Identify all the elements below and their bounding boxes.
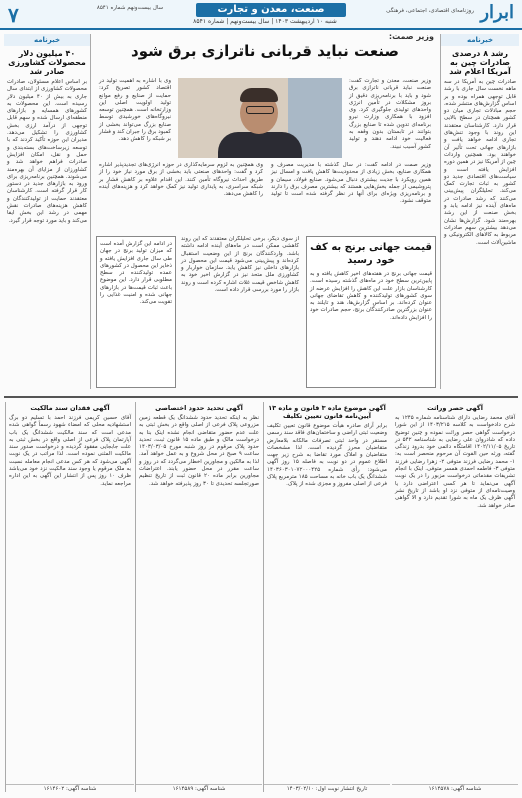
notice-body: نظر به اینکه تحدید حدود ششدانگ یک قطعه زمین مزروعی پلاک فرعی از اصلی واقع در بخش ثبتی به علت عدم حضور متقاضی انجام نشده اینک بنا به درخواست مالک و طبق ماده ۱۵ قانون ثبت، تحدید حدود پلاک مرقوم در روز شنبه مورخ ۱۴۰۳/۰۳/۰۵ ساعت ۹ صبح در محل شروع و به عمل خواهد آمد. لذا به مالکین و مجاورین اخطار می‌گردد که در روز و ساعت مقرر در محل حضور یابند. اعتراضات مجاورین برابر ماده ۲۰ قانون ثبت از تاریخ تنظیم صورتجلسه تحدیدی تا ۳۰ روز پذیرفته خواهد شد. <box>139 415 260 487</box>
section-title: صنعت، معدن و تجارت <box>196 3 346 17</box>
notice-column <box>135 402 262 792</box>
story-column-bottom-left <box>96 162 266 234</box>
rice-title: قیمت جهانی برنج به کف خود رسید <box>310 242 432 266</box>
notice-body: آقای محمد رضایی دارای شناسنامه شماره ۱۲۴۵ به شرح دادخواست به کلاسه ۱۴۰۳/۲۱۵ از این شورا درخواست گواهی حصر وراثت نموده و چنین توضیح داده که شادروان علی رضایی به شناسنامه ۵۴۲ در تاریخ ۱۴۰۲/۱۱/۰۵ اقامتگاه دائمی خود بدرود زندگی گفته، ورثه حین الفوت آن مرحوم منحصر است به: ۱- محمد رضایی فرزند متوفی ۲- زهرا رضایی فرزند متوفی ۳- فاطمه احمدی همسر متوفی. اینک با انجام تشریفات مقدماتی درخواست مزبور را در یک نوبت آگهی می‌نماید تا هر کسی اعتراضی دارد یا وصیت‌نامه‌ای از متوفی نزد او باشد از تاریخ نشر آگهی ظرف یک ماه به شورا تقدیم دارد و الا گواهی صادر خواهد شد. <box>395 415 516 509</box>
news-body: بر اساس اعلام مسئولان، صادرات محصولات کشاورزی از ابتدای سال جاری به بیش از ۴۰ میلیون دلار رسیده است. این محصولات به کشورهای همسایه و بازارهای منطقه‌ای ارسال شده و سهم قابل توجهی از درآمد ارزی بخش کشاورزی را تشکیل می‌دهد. مدیران این حوزه تأکید کردند که با توسعه زیرساخت‌های بسته‌بندی و حمل و نقل، امکان افزایش صادرات فراهم خواهد شد و کشاورزان از مزایای آن بهره‌مند می‌شوند. همچنین برنامه‌ریزی برای ورود به بازارهای جدید در دستور کار قرار گرفته است. کارشناسان معتقدند حمایت از تولیدکنندگان و کاهش هزینه‌های صادرات نقش مهمی در رشد این بخش ایفا می‌کند و باید مورد توجه قرار گیرد. <box>7 79 87 224</box>
story-column-bottom-right <box>268 162 434 234</box>
left-news-column <box>4 34 91 389</box>
notice-footer: شناسه آگهی: ۱۶۱۴۵۸۹ <box>136 784 262 792</box>
issue-line: سال بیست‌ونهم شماره ۸۵۴۱ <box>96 5 164 11</box>
notice-body: برابر آرای صادره هیأت موضوع قانون تعیین تکلیف وضعیت ثبتی اراضی و ساختمان‌های فاقد سند رسمی مستقر در واحد ثبتی تصرفات مالکانه بلامعارض متقاضیان محرز گردیده است. لذا مشخصات متقاضیان و املاک مورد تقاضا به شرح زیر جهت اطلاع عموم در دو نوبت به فاصله ۱۵ روز آگهی می‌شود: رأی شماره ۱۴۰۳۶۰۳۰۱۰۷۲۰۰۰۴۲۵ ششدانگ یک باب خانه به مساحت ۱۸۵ مترمربع پلاک فرعی از اصلی مفروز و مجزی شده از پلاک. <box>267 423 388 488</box>
news-title: رشد ۸ درصدی صادرات چین به آمریکا اعلام شد <box>449 49 511 76</box>
notice-heading: آگهی تحدید حدود اختصاصی <box>155 404 243 412</box>
rice-price-box <box>306 236 436 388</box>
column-label: خبرنامه <box>441 34 519 46</box>
news-body: صادرات چین به آمریکا در سه ماهه نخست سال جاری با رشد قابل توجهی همراه بوده و بر اساس گزارش‌های منتشر شده، حجم مبادلات تجاری میان دو کشور همچنان در سطح بالایی قرار دارد. کارشناسان معتقدند این روند با وجود تنش‌های تجاری ادامه خواهد یافت و بازارهای جهانی تحت تأثیر آن خواهند بود. همچنین واردات چین از آمریکا نیز در همین دوره افزایش یافته است و سیاست‌های اقتصادی جدید دو کشور به ثبات تجارت کمک می‌کند. تحلیلگران پیش‌بینی می‌کنند که رشد صادرات در ماه‌های آینده نیز ادامه یابد و بخش صنعت از این رشد بهره‌مند شود. گزارش‌ها نشان می‌دهد بیشترین سهم صادرات مربوط به کالاهای الکترونیکی و ماشین‌آلات است. <box>444 79 516 246</box>
rice-body-cont: از سوی دیگر، برخی تحلیلگران معتقدند که این روند کاهشی ممکن است در ماه‌های آینده ادامه داشته باشد. واردکنندگان برنج از این وضعیت استقبال کرده‌اند و پیش‌بینی می‌شود قیمت این محصول در بازارهای داخلی نیز کاهش یابد. سازمان خواربار و کشاورزی ملل متحد نیز در گزارش اخیر خود به کاهش شاخص قیمت غلات اشاره کرده است و روند بازار را مورد بررسی قرار داده است. <box>181 236 299 294</box>
newspaper-logo: ابرار <box>480 2 514 23</box>
minister-photo <box>178 78 342 158</box>
rice-continuation <box>178 236 302 386</box>
notice-column <box>392 402 518 792</box>
masthead <box>0 0 522 30</box>
notice-column <box>5 402 134 792</box>
notice-heading: آگهی حصر وراثت <box>427 404 483 412</box>
news-title: ۴۰ میلیون دلار محصولات کشاورزی صادر شد <box>8 49 86 76</box>
story-text: وی با اشاره به اهمیت تولید در اقتصاد کشور تصریح کرد: حمایت از صنایع و رفع موانع تولید اولویت اصلی این وزارتخانه است. همچنین توسعه نیروگاه‌های خورشیدی توسط صنایع بزرگ می‌تواند بخشی از کمبود برق را جبران کند و فشار بر شبکه را کاهش دهد. <box>99 78 171 143</box>
side-box <box>96 236 176 388</box>
story-text: وزیر صمت در ادامه گفت: در سال گذشته با مدیریت مصرف و همکاری صنایع، بخش زیادی از محدودیت‌ها کاهش یافت و امسال نیز همین رویکرد با جدیت بیشتری دنبال می‌شود. صنایع فولاد، سیمان و پتروشیمی از جمله بخش‌هایی هستند که بیشترین مصرف برق را دارند و برنامه‌ریزی ویژه‌ای برای آنها در نظر گرفته شده است تا تولید متوقف نشود. <box>271 162 431 205</box>
side-box-text: در ادامه این گزارش آمده است که میزان تولید برنج در جهان طی سال جاری افزایش یافته و ذخایر این محصول در کشورهای عمده تولیدکننده در سطح مطلوبی قرار دارد. این موضوع باعث ثبات قیمت‌ها در بازارهای جهانی شده و امنیت غذایی را تقویت می‌کند. <box>100 241 172 306</box>
notice-footer: شناسه آگهی: ۱۶۱۴۵۷۸ <box>392 784 518 792</box>
notice-heading: آگهی موضوع ماده ۳ قانون و ماده ۱۳ آیین‌نامه قانون تعیین تکلیف <box>268 404 386 420</box>
notice-column <box>263 402 390 792</box>
legal-notices <box>4 396 518 796</box>
rice-body: قیمت جهانی برنج در هفته‌های اخیر کاهش یافته و به پایین‌ترین سطح خود در ماه‌های گذشته رسیده است. کارشناسان بازار علت این کاهش را افزایش عرضه از سوی کشورهای تولیدکننده و کاهش تقاضای جهانی عنوان کرده‌اند. بر اساس گزارش‌ها، هند و تایلند به عنوان بزرگترین صادرکنندگان برنج، حجم صادرات خود را افزایش داده‌اند. <box>310 271 432 321</box>
notice-footer: تاریخ انتشار نوبت اول: ۱۴۰۳/۰۲/۱۰ <box>264 784 390 792</box>
story-kicker: وزیر صمت: <box>388 32 434 41</box>
story-text: وزیر صنعت، معدن و تجارت گفت: صنعت نباید قربانی ناترازی برق شود و باید با برنامه‌ریزی دقیق از بروز مشکلات در تأمین انرژی واحدهای تولیدی جلوگیری کرد. وی افزود با همکاری وزارت نیرو برنامه‌ای تدوین شده تا صنایع بزرگ بتوانند در تابستان بدون وقفه به فعالیت خود ادامه دهند و تولید کشور آسیب نبیند. <box>349 78 431 150</box>
story-headline: صنعت نباید قربانی ناترازی برق شود <box>131 42 399 60</box>
story-text: وی همچنین به لزوم سرمایه‌گذاری در حوزه انرژی‌های تجدیدپذیر اشاره کرد و گفت: واحدهای صنعتی باید بخشی از برق مورد نیاز خود را از طریق احداث نیروگاه تأمین کنند. این اقدام علاوه بر کاهش فشار بر شبکه سراسری، به پایداری تولید نیز کمک خواهد کرد و هزینه‌های آینده را کاهش می‌دهد. <box>99 162 263 198</box>
logo-subtitle: روزنامه‌ای اقتصادی، اجتماعی، فرهنگی <box>386 8 474 14</box>
notice-footer: شناسه آگهی: ۱۶۱۴۶۰۲ <box>6 784 134 792</box>
column-label: خبرنامه <box>4 34 90 46</box>
date-line: شنبه ۱۰ اردیبهشت ۱۴۰۳ | سال بیست‌ونهم | شماره ۸۵۴۱ <box>193 18 337 25</box>
page-number: ۷ <box>8 3 19 27</box>
right-news-column <box>440 34 519 389</box>
notice-body: آقای حسین کریمی فرزند احمد با تسلیم دو برگ استشهادیه محلی که امضاء شهود رسماً گواهی شده مدعی است که سند مالکیت ششدانگ یک باب آپارتمان پلاک فرعی از اصلی واقع در بخش ثبتی به علت جابجایی مفقود گردیده و درخواست صدور سند مالکیت المثنی نموده است. لذا مراتب در یک نوبت آگهی می‌شود که هر کس مدعی انجام معامله نسبت به ملک مرقوم یا وجود سند مالکیت نزد خود می‌باشد ظرف ۱۰ روز پس از انتشار این آگهی به این اداره مراجعه نماید. <box>9 415 131 487</box>
notice-heading: آگهی فقدان سند مالکیت <box>30 404 110 412</box>
